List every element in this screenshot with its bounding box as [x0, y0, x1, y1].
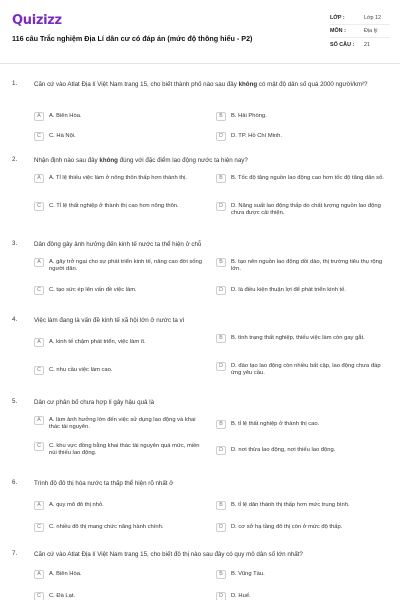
question-number: 2.: [12, 156, 18, 163]
option-text: D. đào tạo lao động còn nhiều bất cập, lao động chưa đáp ứng yêu cầu.: [231, 362, 381, 377]
option-text: D. Năng suất lao động thấp do chất lượng nguồn lao động chưa được cải thiện.: [231, 202, 381, 217]
answer-option-b[interactable]: [216, 570, 388, 579]
option-letter-box: D: [216, 523, 226, 532]
answer-option-c[interactable]: [34, 202, 206, 211]
option-letter-box: B: [216, 501, 226, 510]
meta-value: 21: [364, 41, 370, 48]
option-letter-box: C: [34, 523, 44, 532]
option-letter-box: B: [216, 420, 226, 429]
option-text: C. Tỉ lệ thất nghiệp ở thành thị cao hơn nông thôn.: [49, 202, 179, 209]
option-text: A. làm ảnh hưởng lớn đến việc sử dụng lao động và khai thác tài nguyên.: [49, 416, 196, 431]
page-title: 116 câu Trắc nghiệm Địa Lí dân cư có đáp án (mức độ thông hiểu - P2): [12, 34, 253, 43]
answer-option-c[interactable]: [34, 286, 206, 295]
option-letter-box: B: [216, 334, 226, 343]
question-text-part: Việc làm đang là vấn đề kinh tế xã hội lớn ở nước ta vì: [34, 317, 185, 324]
option-letter-box: C: [34, 442, 44, 451]
option-letter-box: C: [34, 202, 44, 211]
option-letter-box: C: [34, 592, 44, 600]
answer-option-d[interactable]: [216, 523, 388, 532]
meta-value: Lớp 12: [364, 15, 382, 21]
option-letter-box: A: [34, 570, 44, 579]
option-letter-box: B: [216, 258, 226, 267]
option-letter-box: B: [216, 112, 226, 121]
option-letter-box: A: [34, 112, 44, 121]
answer-option-a[interactable]: [34, 570, 206, 579]
option-letter-box: D: [216, 132, 226, 141]
option-letter-box: B: [216, 174, 226, 183]
answer-option-c[interactable]: [34, 366, 206, 375]
question-text: [34, 479, 374, 488]
meta-label: LỚP :: [330, 15, 345, 21]
option-text: A. gây trở ngại cho sự phát triển kinh tế, nâng cao đời sống người dân.: [49, 258, 202, 273]
question-text-emphasis: không: [238, 81, 258, 88]
question-text-emphasis: không: [99, 157, 118, 164]
document-header: [0, 0, 400, 64]
question-number: 7.: [12, 550, 18, 557]
option-text: C. tạo sức ép lên vấn đề việc làm.: [49, 286, 137, 293]
answer-option-b[interactable]: [216, 501, 388, 510]
option-text: D. nơi thừa lao động, nơi thiếu lao động.: [231, 446, 336, 453]
question-number: 3.: [12, 240, 18, 247]
question-text: [34, 550, 374, 559]
answer-option-b[interactable]: [216, 334, 388, 343]
option-letter-box: B: [216, 570, 226, 579]
option-text: B. tình trạng thất nghiệp, thiếu việc làm còn gay gắt.: [231, 334, 365, 341]
answer-option-a[interactable]: [34, 258, 206, 274]
answer-option-c[interactable]: [34, 592, 206, 600]
answer-option-a[interactable]: [34, 112, 206, 121]
option-text: A. kinh tế chậm phát triển, việc làm ít.: [49, 338, 146, 345]
meta-value: Địa lý: [364, 28, 378, 34]
option-text: C. khu vực đồng bằng khai thác tài nguyên quá mức, miền núi thiếu lao động.: [49, 442, 200, 457]
question-text-part: Căn cứ vào Atlat Địa lí Việt Nam trang 15, cho biết thành phố nào sau đây: [34, 81, 239, 88]
question-text: [34, 240, 374, 249]
answer-option-b[interactable]: [216, 258, 388, 274]
meta-label: SỐ CÂU :: [330, 41, 355, 48]
option-text: A. Biên Hòa.: [49, 112, 82, 119]
meta-label: MÔN :: [330, 28, 346, 34]
question-text: [34, 316, 374, 325]
answer-option-d[interactable]: [216, 202, 388, 218]
option-letter-box: C: [34, 132, 44, 141]
answer-option-a[interactable]: [34, 174, 206, 183]
option-text: C. Đà Lạt.: [49, 592, 76, 599]
option-letter-box: A: [34, 416, 44, 425]
meta-row-count: [330, 38, 390, 51]
option-letter-box: D: [216, 202, 226, 211]
option-text: B. Hải Phòng.: [231, 112, 267, 119]
question-text-part: có mật độ dân số quá 2000 người/km²?: [257, 81, 368, 88]
answer-option-b[interactable]: [216, 112, 388, 121]
option-letter-box: A: [34, 501, 44, 510]
option-text: B. tỉ lệ dân thành thị thấp hơn mức trung bình.: [231, 501, 350, 508]
question-text: [34, 156, 374, 165]
answer-option-a[interactable]: [34, 501, 206, 510]
option-text: D. Huế.: [231, 592, 251, 599]
option-letter-box: D: [216, 362, 226, 371]
answer-option-a[interactable]: [34, 416, 206, 432]
option-text: C. nhu cầu việc làm cao.: [49, 366, 113, 373]
option-text: B. tỉ lệ thất nghiệp ở thành thị cao.: [231, 420, 320, 427]
option-letter-box: D: [216, 286, 226, 295]
option-letter-box: C: [34, 286, 44, 295]
option-letter-box: A: [34, 258, 44, 267]
answer-option-d[interactable]: [216, 446, 388, 455]
option-text: C. nhiều đô thị mang chức năng hành chính.: [49, 523, 164, 530]
option-text: B. tạo nên nguồn lao động dồi dào, thị trường tiêu thụ rộng lớn.: [231, 258, 383, 273]
answer-option-d[interactable]: [216, 286, 388, 295]
option-text: B. Tốc độ tăng nguồn lao động cao hơn tốc độ tăng dân số.: [231, 174, 384, 181]
question-text: [34, 398, 374, 407]
answer-option-a[interactable]: [34, 338, 206, 347]
option-letter-box: A: [34, 338, 44, 347]
question-text-part: Trình độ đô thị hóa nước ta thấp thể hiện rõ nhất ở: [34, 480, 174, 487]
meta-panel: [330, 12, 390, 51]
question-number: 6.: [12, 479, 18, 486]
option-text: C. Hà Nội.: [49, 132, 76, 139]
question-text-part: Dân đông gây ảnh hưởng đến kinh tế nước ta thể hiện ở chỗ: [34, 241, 202, 248]
question-text-part: Căn cứ vào Atlat Địa lí Việt Nam trang 15, cho biết đô thị nào sau đây có quy mô dân số lớn nhất?: [34, 551, 303, 558]
option-text: D. cơ sở hạ tầng đô thị còn ở mức độ thấp.: [231, 523, 343, 530]
option-letter-box: D: [216, 446, 226, 455]
option-text: B. Vũng Tàu.: [231, 570, 265, 577]
option-letter-box: C: [34, 366, 44, 375]
option-text: A. Tỉ lệ thiếu việc làm ở nông thôn thấp hơn thành thị.: [49, 174, 188, 181]
option-text: D. là điều kiện thuận lợi để phát triển kinh tế.: [231, 286, 346, 293]
answer-option-d[interactable]: [216, 362, 388, 378]
answer-option-c[interactable]: [34, 132, 206, 141]
answer-option-c[interactable]: [34, 442, 206, 458]
answer-option-c[interactable]: [34, 523, 206, 532]
question-number: 1.: [12, 80, 18, 87]
question-number: 5.: [12, 398, 18, 405]
option-text: A. Biên Hòa.: [49, 570, 82, 577]
question-text-part: đúng với đặc điểm lao động nước ta hiện nay?: [117, 157, 248, 164]
answer-option-d[interactable]: [216, 592, 388, 600]
question-number: 4.: [12, 316, 18, 323]
question-text-part: Nhận định nào sau đây: [34, 157, 100, 164]
option-text: A. quy mô đô thị nhỏ.: [49, 501, 104, 508]
answer-option-d[interactable]: [216, 132, 388, 141]
answer-option-b[interactable]: [216, 174, 388, 183]
option-letter-box: A: [34, 174, 44, 183]
question-text: [34, 80, 374, 89]
meta-row-class: [330, 12, 390, 25]
meta-row-subject: [330, 25, 390, 38]
option-text: D. TP. Hồ Chí Minh.: [231, 132, 283, 139]
quizizz-logo[interactable]: Quizizz: [12, 13, 62, 28]
answer-option-b[interactable]: [216, 420, 388, 429]
option-letter-box: D: [216, 592, 226, 600]
question-text-part: Dân cư phân bố chưa hợp lí gây hậu quả là: [34, 399, 155, 406]
